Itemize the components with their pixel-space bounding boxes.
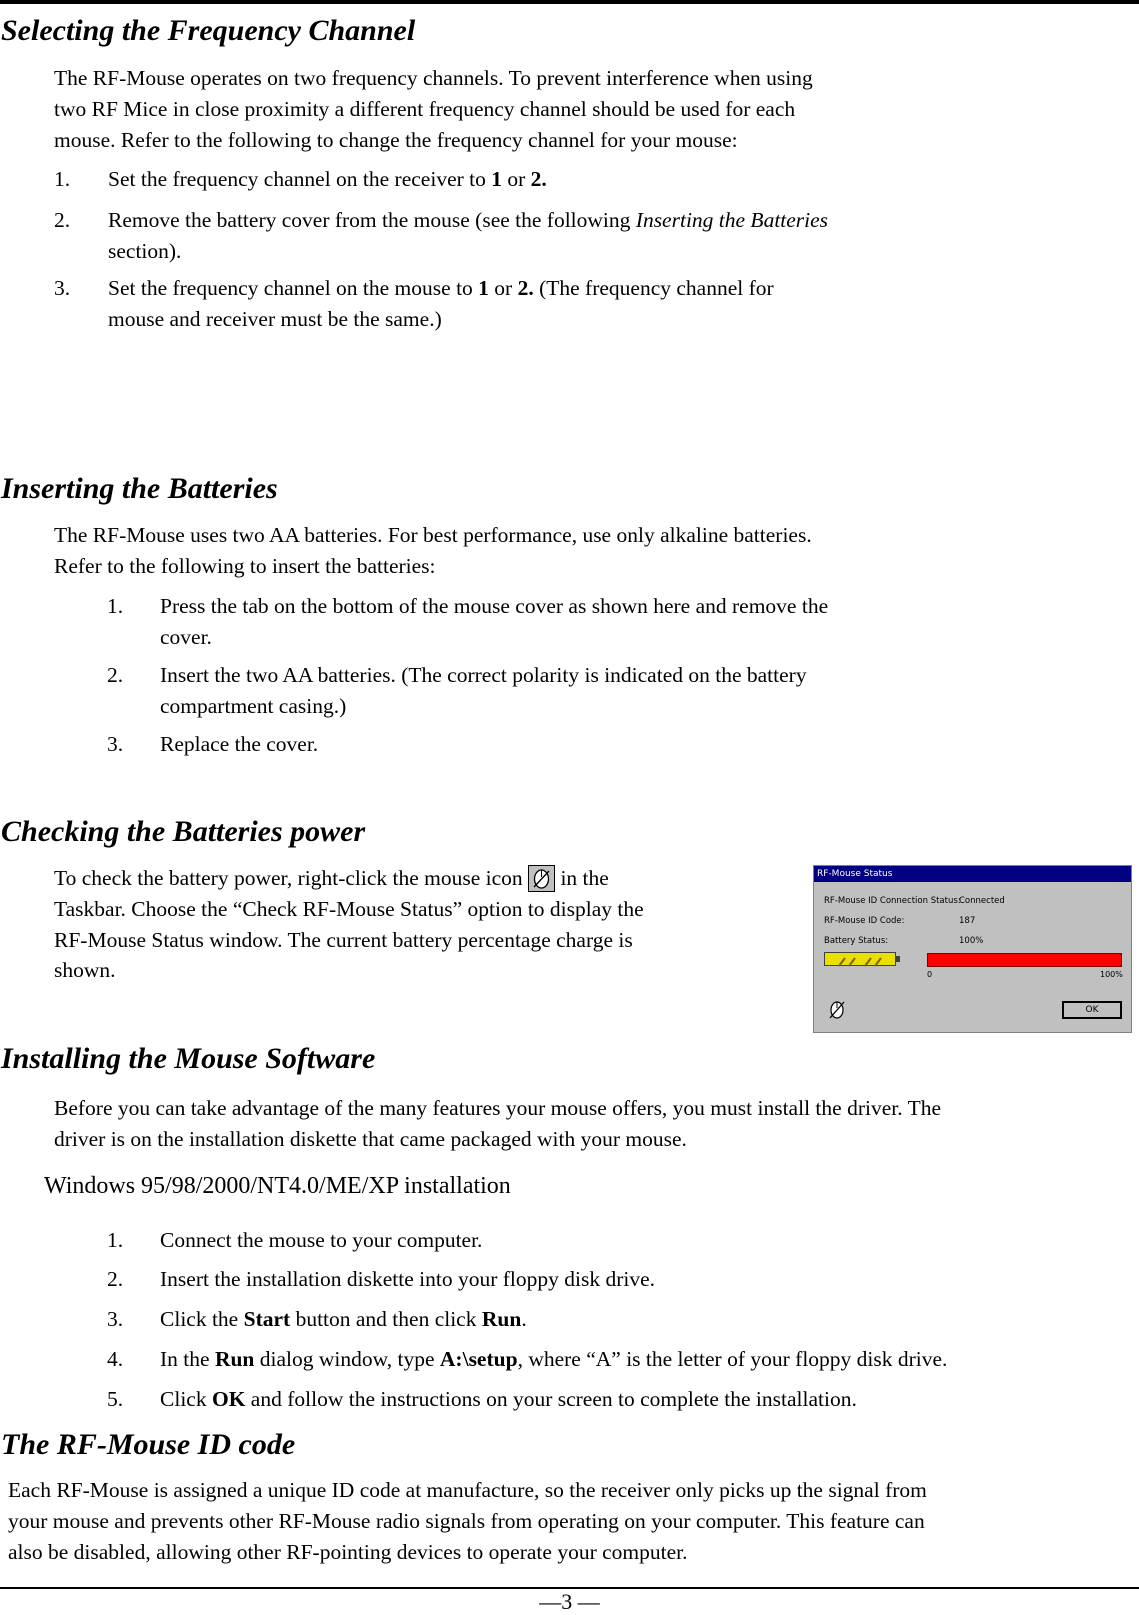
page-number: —3 — <box>539 1589 600 1614</box>
battery-icon <box>824 952 896 966</box>
battery-tip <box>896 956 900 962</box>
id-code-label: RF-Mouse ID Code: <box>824 916 905 926</box>
list-item: 1. Connect the mouse to your computer. <box>107 1228 483 1252</box>
paragraph-line: RF-Mouse Status window. The current battery percentage charge is <box>54 928 633 952</box>
paragraph-line: also be disabled, allowing other RF-pointing devices to operate your computer. <box>8 1540 688 1564</box>
list-item: 4. In the Run dialog window, type A:\setup, where “A” is the letter of your floppy disk drive. <box>107 1347 948 1371</box>
list-item: 3. Set the frequency channel on the mouse to 1 or 2. (The frequency channel for mouse and receiver must be the same.) <box>54 276 774 331</box>
paragraph-line: Before you can take advantage of the many features your mouse offers, you must install the driver. The <box>54 1096 942 1120</box>
paragraph-line: mouse. Refer to the following to change the frequency channel for your mouse: <box>54 128 738 152</box>
bar-min-label: 0 <box>927 970 933 979</box>
paragraph-line: Refer to the following to insert the batteries: <box>54 554 436 578</box>
paragraph-line: two RF Mice in close proximity a different frequency channel should be used for each <box>54 97 796 121</box>
paragraph-line: Each RF-Mouse is assigned a unique ID code at manufacture, so the receiver only picks up the signal from <box>8 1478 927 1502</box>
subheading-windows-install: Windows 95/98/2000/NT4.0/ME/XP installation <box>44 1173 511 1199</box>
top-rule <box>0 0 1139 4</box>
battery-status-label: Battery Status: <box>824 936 889 946</box>
list-item: 3. Replace the cover. <box>107 732 319 756</box>
paragraph-line: The RF-Mouse uses two AA batteries. For best performance, use only alkaline batteries. <box>54 523 812 547</box>
list-item: 1. Set the frequency channel on the receiver to 1 or 2. <box>54 167 547 191</box>
connection-status-label: RF-Mouse ID Connection Status: <box>824 896 961 906</box>
mouse-icon <box>528 865 555 892</box>
list-item: 5. Click OK and follow the instructions on your screen to complete the installation. <box>107 1387 857 1411</box>
heading-battery-power: Checking the Batteries power <box>1 815 366 848</box>
list-item: 2. Insert the installation diskette into your floppy disk drive. <box>107 1267 656 1291</box>
paragraph-line: To check the battery power, right-click the mouse icon in the <box>54 866 609 890</box>
paragraph-line: The RF-Mouse operates on two frequency channels. To prevent interference when using <box>54 66 813 90</box>
paragraph-line: your mouse and prevents other RF-Mouse radio signals from operating on your computer. This feature can <box>8 1509 925 1533</box>
paragraph-line: driver is on the installation diskette that came packaged with your mouse. <box>54 1127 687 1151</box>
window-title: RF-Mouse Status <box>814 866 1131 882</box>
list-item: 2. Remove the battery cover from the mouse (see the following Inserting the Batteries section). <box>54 208 829 263</box>
list-item: 1. Press the tab on the bottom of the mouse cover as shown here and remove the cover. <box>107 594 829 649</box>
bar-max-label: 100% <box>1100 970 1123 979</box>
battery-level-bar <box>927 953 1122 967</box>
list-item: 2. Insert the two AA batteries. (The correct polarity is indicated on the battery compartment casing.) <box>107 663 807 718</box>
ok-button[interactable]: OK <box>1062 1001 1122 1019</box>
paragraph-line: Taskbar. Choose the “Check RF-Mouse Status” option to display the <box>54 897 644 921</box>
list-item: 3. Click the Start button and then click Run. <box>107 1307 527 1331</box>
connection-status-value: Connected <box>959 896 1005 906</box>
heading-id-code: The RF-Mouse ID code <box>1 1428 296 1461</box>
mouse-icon <box>826 998 848 1020</box>
heading-installing-software: Installing the Mouse Software <box>1 1042 376 1075</box>
paragraph-line: shown. <box>54 958 116 982</box>
heading-inserting-batteries: Inserting the Batteries <box>1 472 278 505</box>
battery-status-value: 100% <box>959 936 984 946</box>
id-code-value: 187 <box>959 916 976 926</box>
heading-frequency-channel: Selecting the Frequency Channel <box>1 14 416 47</box>
rf-mouse-status-window <box>813 865 1132 1033</box>
